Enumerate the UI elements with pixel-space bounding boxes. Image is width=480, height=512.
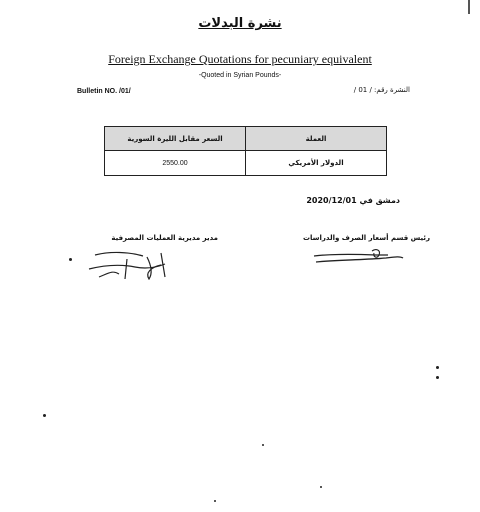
currency-name: الدولار الأمريكي: [246, 151, 387, 176]
ink-speck: [262, 444, 264, 446]
header-currency: العملة: [246, 127, 387, 151]
exchange-rate-table: [104, 126, 387, 176]
quoted-currency-note: -Quoted in Syrian Pounds-: [198, 72, 282, 79]
left-signatory-title: مدير مديرية العمليات المصرفية: [111, 234, 218, 242]
bulletin-number-english: Bulletin NO. /01/: [77, 88, 131, 95]
ink-speck: [43, 414, 46, 417]
ink-speck: [69, 258, 72, 261]
table-header-row: [105, 127, 387, 151]
rate-value: 2550.00: [105, 151, 246, 176]
bulletin-title-arabic: نشرة البدلات: [198, 16, 282, 31]
right-handwritten-signature: [306, 246, 406, 268]
header-price: السعر مقابل الليرة السورية: [105, 127, 246, 151]
ink-speck: [214, 500, 216, 502]
left-handwritten-signature: [75, 243, 185, 283]
right-signatory-title: رئيس قسم أسعار الصرف والدراسات: [302, 234, 430, 242]
issue-date: دمشق في 2020/12/01: [306, 196, 400, 205]
table-row: [105, 151, 387, 176]
scan-edge-mark: [468, 0, 470, 14]
ink-speck: [436, 376, 439, 379]
ink-speck: [320, 486, 322, 488]
ink-speck: [436, 366, 439, 369]
bulletin-number-arabic: النشرة رقم: / 01 /: [353, 86, 410, 94]
bulletin-title-english: Foreign Exchange Quotations for pecuniary equivalent: [108, 52, 372, 66]
